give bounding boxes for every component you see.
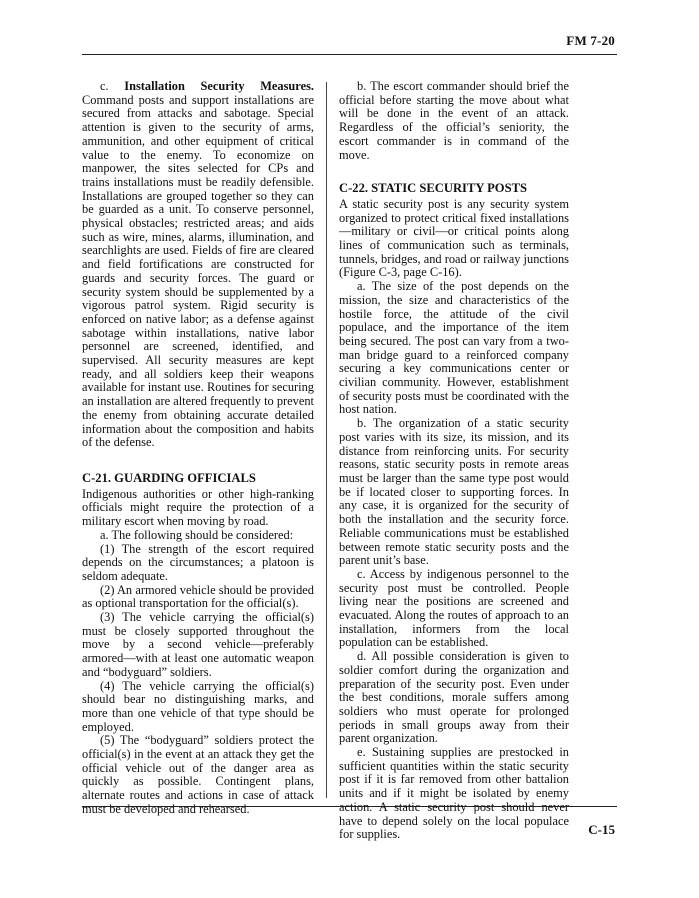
static-paragraph-b: b. The organization of a static security post varies with its size, its mission, and its distance from reinforcing units. For security reasons, static security posts in remote areas must be larger than the same type post would be if located closer to supporting forces. In any case, it is organized for the security of both the installation and the security force. Reliable communications must be established between remote static security posts and the parent unit’s base.	[339, 416, 569, 568]
installation-label: Installation Security Measures.	[124, 79, 314, 93]
static-paragraph-d: d. All possible consideration is given to soldier comfort during the organization and preparation of the security post. Even under the best conditions, morale suffers among soldiers who must operate for prolonged periods in small groups away from their parent organization.	[339, 649, 569, 746]
guarding-item-a: a. The following should be considered:	[100, 527, 294, 542]
guarding-subitem-3: (3) The vehicle carrying the official(s) must be closely supported throughout the move by a second vehicle—preferably armored—with at least one automatic weapon and “bodyguard” soldiers.	[82, 610, 314, 679]
static-paragraph-e: e. Sustaining supplies are prestocked in sufficient quantities within the static security post if it is far removed from other battalion units and if it might be isolated by enemy action. A static security post should never have to depend solely on the local populace for supplies.	[339, 745, 569, 842]
guarding-intro: Indigenous authorities or other high-ranking officials might require the protection of a military escort when moving by road.	[82, 486, 314, 529]
section-gap	[82, 450, 314, 472]
column-divider	[326, 82, 327, 798]
section-gap	[339, 162, 569, 182]
guarding-subitem-1: (1) The strength of the escort required depends on the circumstances; a platoon is seldom adequate.	[82, 541, 314, 583]
guarding-subitem-4: (4) The vehicle carrying the official(s) should bear no distinguishing marks, and more than one vehicle of that type should be employed.	[82, 678, 314, 734]
installation-label-prefix: c.	[100, 79, 109, 93]
left-column	[82, 80, 314, 817]
static-intro: A static security post is any security system organized to protect critical fixed installations—military or civil—or critical points along lines of communication such as terminals, tunnels, bridges, and road or railway junctions (Figure C-3, page C-16).	[339, 196, 569, 280]
section-heading-static-security-posts: C-22. STATIC SECURITY POSTS	[339, 181, 528, 196]
installation-security-paragraph	[82, 80, 314, 450]
escort-briefing-paragraph: b. The escort commander should brief the official before starting the move about what will be done in the event of an attack. Regardless of the official’s seniority, the escort commander is in command of the move.	[339, 79, 569, 162]
page-number: C-15	[588, 822, 615, 837]
footer-rule	[82, 806, 617, 807]
installation-body: Command posts and support installations are secured from attacks and sabotage. Special attention is given to the security of arms, ammunition, and other equipment of critical value to the enemy. To economize on manpower, the sites selected for CPs and trains installations must be readily defensible. Installations are grouped together so they can be guarded as a unit. To conserve personnel, physical obstacles; restricted areas; and aids such as wire, mines, alarms, illumination, and searchlights are used. Fields of fire are cleared and field fortifications are constructed for guards and security forces. The guard or security system should be supplemented by a vigorous patrol system. Rigid security is enforced on native labor; as a defense against sabotage within installations, native labor personnel are screened, identified, and supervised. All security measures are kept ready, and all soldiers keep their weapons available for instant use. Routines for securing an installation are altered frequently to prevent the enemy from obtaining accurate detailed information about the composition and habits of the defense.	[82, 92, 314, 450]
running-header-title: FM 7-20	[566, 33, 615, 48]
static-paragraph-c: c. Access by indigenous personnel to the security post must be controlled. People living near the positions are screened and evacuated. Along the routes of approach to an installation, informers from the local population can be established.	[339, 566, 569, 650]
header-rule	[82, 54, 617, 55]
guarding-subitem-2: (2) An armored vehicle should be provided as optional transportation for the official(s).	[82, 582, 314, 611]
static-paragraph-a: a. The size of the post depends on the mission, the size and characteristics of the hostile force, the attitude of the civil populace, and the importance of the item being secured. The post can vary from a two-man bridge guard to a reinforced company securing a key communications center or civilian community. However, establishment of security posts must be coordinated with the host nation.	[339, 279, 569, 417]
section-heading-guarding-officials: C-21. GUARDING OFFICIALS	[82, 470, 256, 485]
guarding-subitem-5: (5) The “bodyguard” soldiers protect the official(s) in the event at an attack they get the official vehicle out of the danger area as quickly as possible. Contingent plans, alternate routes and actions in case of attack must be developed and rehearsed.	[82, 733, 314, 816]
right-column	[339, 80, 569, 842]
